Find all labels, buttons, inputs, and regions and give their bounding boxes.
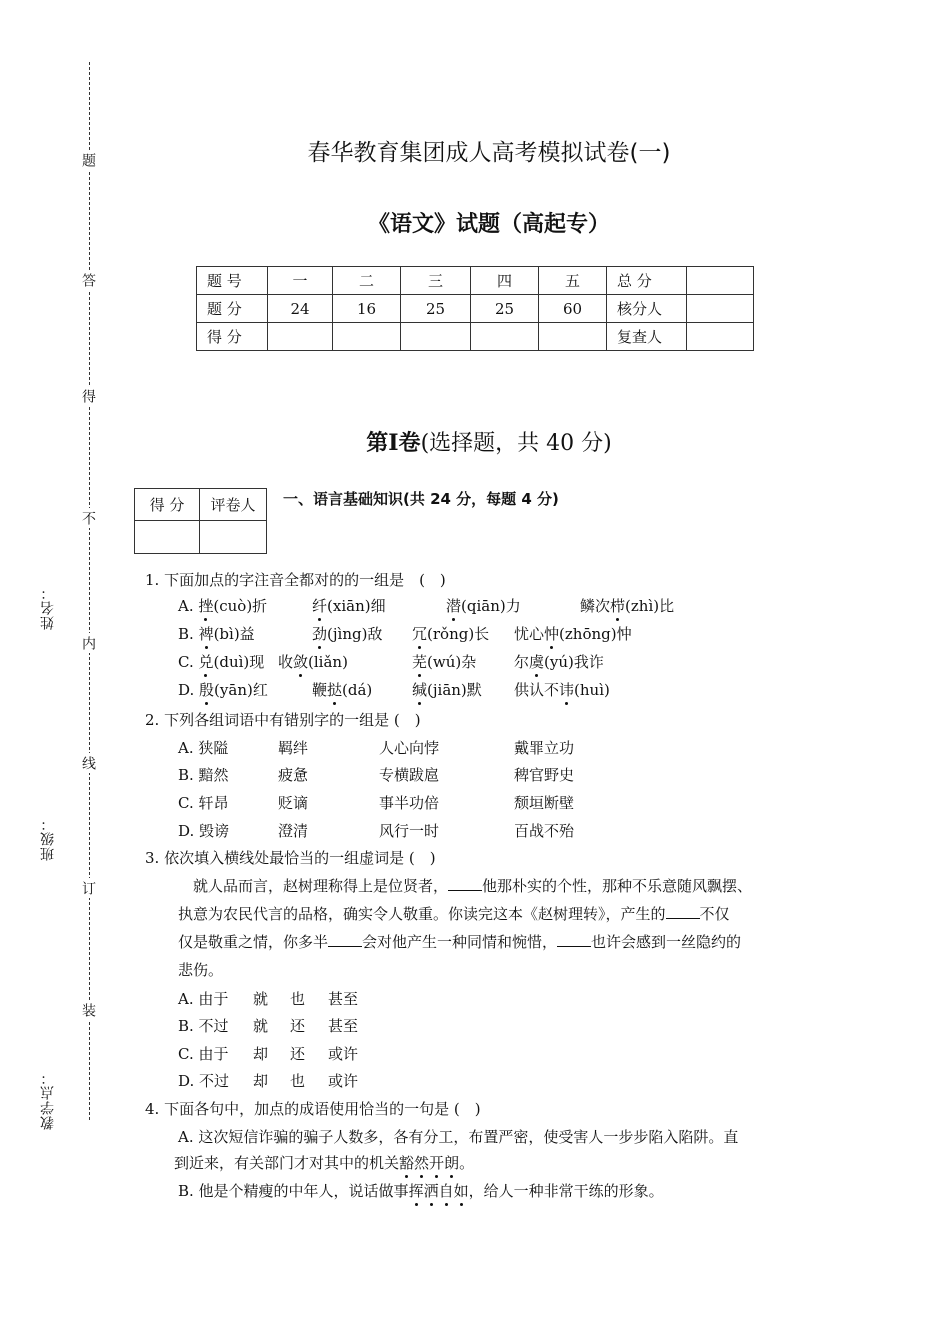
grader-name-entry[interactable] (200, 521, 267, 554)
option-word: 甚至 (328, 990, 359, 1008)
fill-blank[interactable] (448, 876, 482, 891)
option-d[interactable]: D. 殷(yān)红 (178, 681, 268, 699)
option-word: 或许 (328, 1045, 359, 1063)
score-table-cell: 复查人 (607, 323, 687, 351)
score-table (196, 266, 754, 351)
option-c[interactable]: C. 兑(duì)现 (178, 653, 265, 671)
option-word: 贬谪 (278, 794, 309, 812)
option-word: 也 (290, 990, 306, 1008)
fill-blank[interactable] (557, 932, 591, 947)
score-table-cell: 25 (401, 295, 471, 323)
option-a-word: 纤(xiān)细 (312, 597, 386, 615)
fill-blank[interactable] (666, 904, 700, 919)
score-table-cell: 核分人 (607, 295, 687, 323)
option-b[interactable]: B. 他是个精瘦的中年人，说话做事挥洒自如，给人一种非常干练的形象。 (178, 1182, 664, 1200)
question-stem: 2. 下列各组词语中有错别字的一组是 ( ) (145, 711, 421, 729)
option-a[interactable]: A. 狭隘 (178, 739, 229, 757)
score-entry-cell[interactable] (539, 323, 607, 351)
option-d-word: 缄(jiān)默 (412, 681, 482, 699)
score-table-cell: 60 (539, 295, 607, 323)
option-word: 甚至 (328, 1017, 359, 1035)
option-word: 事半功倍 (379, 794, 440, 812)
score-table-cell (687, 295, 754, 323)
score-table-cell: 16 (333, 295, 401, 323)
option-b-word: 冗(rǒng)长 (412, 625, 490, 643)
score-table-cell: 三 (401, 267, 471, 295)
score-table-cell: 24 (268, 295, 333, 323)
exam-subtitle: 《语文》试题（高起专） (367, 211, 610, 237)
option-c[interactable]: C. 由于 (178, 1045, 229, 1063)
option-word: 却 (253, 1072, 269, 1090)
option-a-word: 鳞次栉(zhì)比 (580, 597, 675, 615)
option-c[interactable]: C. 轩昂 (178, 794, 229, 812)
option-word: 疲惫 (278, 766, 309, 784)
option-a[interactable]: A. 由于 (178, 990, 229, 1008)
class-field-label: 班级： (40, 816, 56, 861)
option-word: 或许 (328, 1072, 359, 1090)
question-stem: 1. 下面加点的字注音全都对的的一组是 ( ) (145, 571, 446, 589)
fill-blank[interactable] (328, 932, 362, 947)
binding-char: 得 (80, 386, 98, 406)
option-word: 就 (253, 1017, 269, 1035)
option-d[interactable]: D. 毁谤 (178, 822, 230, 840)
binding-char: 不 (80, 508, 98, 528)
option-b[interactable]: B. 裨(bì)益 (178, 625, 255, 643)
score-entry-cell[interactable] (333, 323, 401, 351)
option-c-word: 芜(wú)杂 (412, 653, 477, 671)
exam-title: 春华教育集团成人高考模拟试卷(一) (307, 140, 671, 166)
option-d-word: 鞭挞(dá) (312, 681, 373, 699)
score-table-cell: 总 分 (607, 267, 687, 295)
score-table-cell: 题 分 (197, 295, 268, 323)
center-field-label: 教学点： (40, 1070, 56, 1130)
option-word: 戴罪立功 (514, 739, 575, 757)
binding-char: 答 (80, 270, 98, 290)
grader-name-label: 评卷人 (200, 489, 267, 521)
question-stem: 3. 依次填入横线处最恰当的一组虚词是 ( ) (145, 849, 436, 867)
binding-char: 内 (80, 633, 98, 653)
score-table-cell: 25 (471, 295, 539, 323)
score-entry-cell[interactable] (471, 323, 539, 351)
section-title (0, 426, 950, 457)
section-label: 第Ⅰ卷 (366, 430, 421, 456)
score-entry-cell[interactable] (401, 323, 471, 351)
score-table-cell (687, 267, 754, 295)
score-table-cell: 四 (471, 267, 539, 295)
option-word: 却 (253, 1045, 269, 1063)
part-heading: 一、语言基础知识(共 24 分，每题 4 分) (283, 490, 559, 508)
option-a-continued: 到近来，有关部门才对其中的机关豁然开朗。 (174, 1154, 475, 1172)
option-b[interactable]: B. 不过 (178, 1017, 229, 1035)
option-a-word: 潜(qiān)力 (446, 597, 521, 615)
option-d-word: 供认不讳(huì) (514, 681, 610, 699)
option-b-word: 劲(jìng)敌 (312, 625, 383, 643)
score-table-cell: 题 号 (197, 267, 268, 295)
option-b-word: 忧心忡(zhōng)忡 (514, 625, 632, 643)
option-word: 百战不殆 (514, 822, 575, 840)
score-table-cell: 二 (333, 267, 401, 295)
score-entry-cell[interactable] (268, 323, 333, 351)
option-c-word: 尔虞(yú)我诈 (514, 653, 604, 671)
option-word: 颓垣断壁 (514, 794, 575, 812)
option-b[interactable]: B. 黯然 (178, 766, 229, 784)
option-word: 人心向悖 (379, 739, 440, 757)
option-a[interactable]: A. 这次短信诈骗的骗子人数多，各有分工，布置严密，使受害人一步步陷入陷阱。直 (178, 1128, 739, 1146)
score-table-cell: 一 (268, 267, 333, 295)
option-word: 专横跋扈 (379, 766, 440, 784)
option-word: 还 (290, 1045, 306, 1063)
binding-char: 订 (80, 878, 98, 898)
binding-char: 题 (80, 150, 98, 170)
grader-table (134, 488, 267, 554)
section-desc: (选择题，共 40 分) (420, 431, 612, 456)
option-c-word: 收敛(liǎn) (278, 653, 348, 671)
option-word: 就 (253, 990, 269, 1008)
option-word: 羁绊 (278, 739, 309, 757)
score-entry-cell[interactable] (687, 323, 754, 351)
option-d[interactable]: D. 不过 (178, 1072, 230, 1090)
option-word: 风行一时 (379, 822, 440, 840)
question-stem: 4. 下面各句中，加点的成语使用恰当的一句是 ( ) (145, 1100, 481, 1118)
option-a[interactable]: A. 挫(cuò)折 (178, 597, 268, 615)
binding-char: 装 (80, 1000, 98, 1020)
name-field-label: 姓名： (40, 585, 56, 630)
grader-score-entry[interactable] (135, 521, 200, 554)
grader-score-label: 得 分 (135, 489, 200, 521)
option-word: 稗官野史 (514, 766, 575, 784)
option-word: 澄清 (278, 822, 309, 840)
score-table-cell: 得 分 (197, 323, 268, 351)
option-word: 还 (290, 1017, 306, 1035)
q3-passage: 就人品而言，赵树理称得上是位贤者， 他那朴实的个性，那种不乐意随风飘摆、 执意为农民代言的品格，确实令人敬重。你读完这本《赵树理转》，产生的 不仅 仅是敬重之情，你多半 会对他产生一种同情和惋惜， 也许会感到一丝隐约的 悲伤。 (178, 877, 753, 979)
binding-char: 线 (80, 753, 98, 773)
option-word: 也 (290, 1072, 306, 1090)
score-table-cell: 五 (539, 267, 607, 295)
